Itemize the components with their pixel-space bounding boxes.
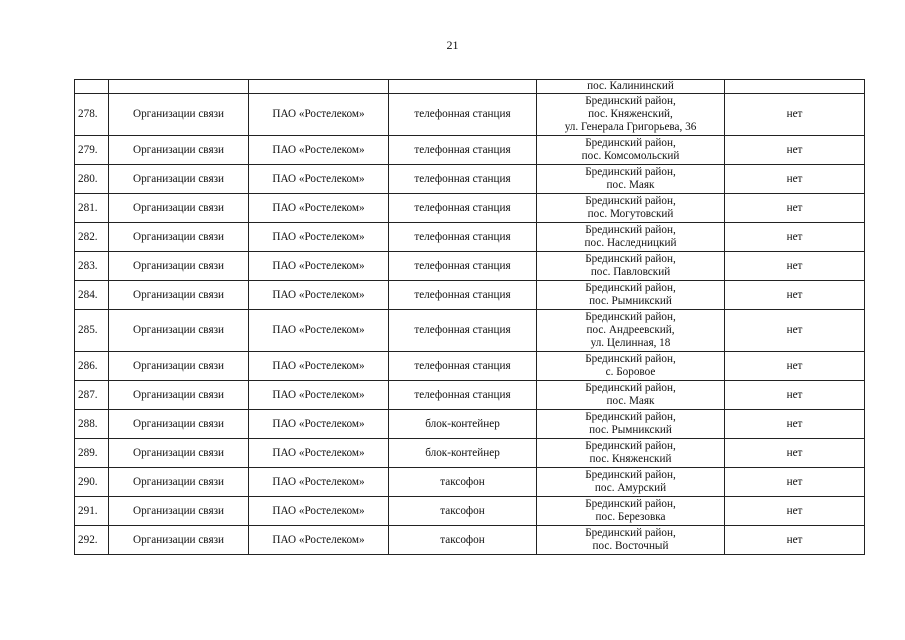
address-line: Брединский район, (585, 224, 676, 236)
address-line: пос. Андреевский, (586, 324, 675, 336)
cell-address: пос. Калининский (537, 80, 725, 94)
cell-owner: ПАО «Ростелеком» (249, 468, 389, 497)
address-line: пос. Комсомольский (581, 150, 680, 162)
cell-status: нет (725, 136, 865, 165)
cell-category: Организации связи (109, 439, 249, 468)
address-line: пос. Павловский (590, 266, 671, 278)
address-line: пос. Могутовский (587, 208, 674, 220)
cell-category: Организации связи (109, 410, 249, 439)
cell-category: Организации связи (109, 526, 249, 555)
cell-number: 289. (75, 439, 109, 468)
cell-number: 292. (75, 526, 109, 555)
cell-object: таксофон (389, 468, 537, 497)
address-line: ул. Генерала Григорьева, 36 (564, 121, 697, 133)
address-line: Брединский район, (585, 137, 676, 149)
cell-category (109, 80, 249, 94)
cell-object: телефонная станция (389, 223, 537, 252)
cell-address (537, 252, 725, 281)
table-row (75, 136, 865, 165)
table-row (75, 310, 865, 352)
cell-owner: ПАО «Ростелеком» (249, 194, 389, 223)
address-line: пос. Рымникский (589, 424, 672, 436)
address-line: Брединский район, (585, 498, 676, 510)
cell-object (389, 80, 537, 94)
cell-status: нет (725, 410, 865, 439)
cell-number: 288. (75, 410, 109, 439)
cell-category: Организации связи (109, 194, 249, 223)
table-row (75, 526, 865, 555)
cell-owner: ПАО «Ростелеком» (249, 310, 389, 352)
cell-object: телефонная станция (389, 352, 537, 381)
table-row (75, 94, 865, 136)
cell-status: нет (725, 439, 865, 468)
cell-address (537, 194, 725, 223)
address-line: Брединский район, (585, 382, 676, 394)
cell-status: нет (725, 468, 865, 497)
cell-number: 279. (75, 136, 109, 165)
cell-category: Организации связи (109, 94, 249, 136)
cell-address (537, 468, 725, 497)
address-line: Брединский район, (585, 311, 676, 323)
cell-owner: ПАО «Ростелеком» (249, 223, 389, 252)
address-line: Брединский район, (585, 282, 676, 294)
cell-category: Организации связи (109, 281, 249, 310)
cell-owner: ПАО «Ростелеком» (249, 410, 389, 439)
cell-address (537, 439, 725, 468)
address-line: Брединский район, (585, 95, 676, 107)
cell-object: таксофон (389, 526, 537, 555)
table-row (75, 410, 865, 439)
cell-category: Организации связи (109, 352, 249, 381)
cell-owner: ПАО «Ростелеком» (249, 439, 389, 468)
cell-status: нет (725, 526, 865, 555)
address-line: Брединский район, (585, 440, 676, 452)
address-line: с. Боровое (605, 366, 656, 378)
address-line: Брединский район, (585, 527, 676, 539)
table-row (75, 165, 865, 194)
cell-status: нет (725, 352, 865, 381)
cell-address (537, 352, 725, 381)
cell-owner: ПАО «Ростелеком» (249, 497, 389, 526)
cell-object: телефонная станция (389, 136, 537, 165)
cell-category: Организации связи (109, 136, 249, 165)
address-line: пос. Рымникский (589, 295, 672, 307)
cell-address (537, 381, 725, 410)
address-line: Брединский район, (585, 469, 676, 481)
cell-address (537, 310, 725, 352)
cell-object: телефонная станция (389, 252, 537, 281)
address-line: Брединский район, (585, 195, 676, 207)
cell-owner: ПАО «Ростелеком» (249, 352, 389, 381)
cell-number: 283. (75, 252, 109, 281)
cell-status: нет (725, 281, 865, 310)
address-line: пос. Маяк (606, 395, 655, 407)
cell-status: нет (725, 310, 865, 352)
cell-category: Организации связи (109, 252, 249, 281)
address-line: Брединский район, (585, 353, 676, 365)
address-line: пос. Березовка (595, 511, 666, 523)
cell-owner: ПАО «Ростелеком» (249, 381, 389, 410)
table-row (75, 439, 865, 468)
cell-category: Организации связи (109, 468, 249, 497)
cell-number: 291. (75, 497, 109, 526)
cell-number: 285. (75, 310, 109, 352)
cell-owner: ПАО «Ростелеком» (249, 281, 389, 310)
cell-owner: ПАО «Ростелеком» (249, 526, 389, 555)
cell-object: блок-контейнер (389, 439, 537, 468)
cell-object: таксофон (389, 497, 537, 526)
cell-address (537, 526, 725, 555)
cell-address (537, 497, 725, 526)
cell-object: телефонная станция (389, 194, 537, 223)
cell-status (725, 80, 865, 94)
table-row (75, 352, 865, 381)
cell-number (75, 80, 109, 94)
cell-category: Организации связи (109, 497, 249, 526)
cell-object: блок-контейнер (389, 410, 537, 439)
table-row-continued (75, 80, 865, 94)
table-row (75, 281, 865, 310)
cell-number: 287. (75, 381, 109, 410)
cell-category: Организации связи (109, 381, 249, 410)
cell-owner: ПАО «Ростелеком» (249, 94, 389, 136)
address-line: Брединский район, (585, 253, 676, 265)
cell-object: телефонная станция (389, 381, 537, 410)
page-number: 21 (446, 38, 459, 52)
cell-owner (249, 80, 389, 94)
cell-address (537, 223, 725, 252)
address-line: пос. Маяк (606, 179, 655, 191)
table-body (75, 80, 865, 555)
table-row (75, 194, 865, 223)
cell-object: телефонная станция (389, 165, 537, 194)
cell-number: 286. (75, 352, 109, 381)
address-line: пос. Наследницкий (584, 237, 677, 249)
cell-number: 281. (75, 194, 109, 223)
cell-number: 290. (75, 468, 109, 497)
address-line: ул. Целинная, 18 (590, 337, 671, 349)
cell-status: нет (725, 497, 865, 526)
address-line: пос. Восточный (592, 540, 669, 552)
cell-status: нет (725, 94, 865, 136)
registry-table (74, 79, 865, 555)
cell-object: телефонная станция (389, 310, 537, 352)
address-line: пос. Княженский (589, 453, 672, 465)
cell-status: нет (725, 381, 865, 410)
cell-category: Организации связи (109, 165, 249, 194)
cell-owner: ПАО «Ростелеком» (249, 252, 389, 281)
address-line: Брединский район, (585, 166, 676, 178)
table-row (75, 223, 865, 252)
table-row (75, 252, 865, 281)
cell-status: нет (725, 194, 865, 223)
cell-owner: ПАО «Ростелеком» (249, 136, 389, 165)
table-row (75, 497, 865, 526)
cell-address (537, 281, 725, 310)
table-row (75, 381, 865, 410)
cell-address (537, 165, 725, 194)
address-line: пос. Княженский, (588, 108, 673, 120)
table-row (75, 468, 865, 497)
cell-address (537, 410, 725, 439)
cell-number: 282. (75, 223, 109, 252)
cell-status: нет (725, 223, 865, 252)
cell-status: нет (725, 165, 865, 194)
cell-object: телефонная станция (389, 281, 537, 310)
cell-owner: ПАО «Ростелеком» (249, 165, 389, 194)
cell-status: нет (725, 252, 865, 281)
cell-number: 284. (75, 281, 109, 310)
address-line: Брединский район, (585, 411, 676, 423)
cell-number: 280. (75, 165, 109, 194)
cell-address (537, 94, 725, 136)
cell-number: 278. (75, 94, 109, 136)
cell-category: Организации связи (109, 310, 249, 352)
cell-address (537, 136, 725, 165)
address-line: пос. Амурский (594, 482, 667, 494)
cell-object: телефонная станция (389, 94, 537, 136)
cell-category: Организации связи (109, 223, 249, 252)
